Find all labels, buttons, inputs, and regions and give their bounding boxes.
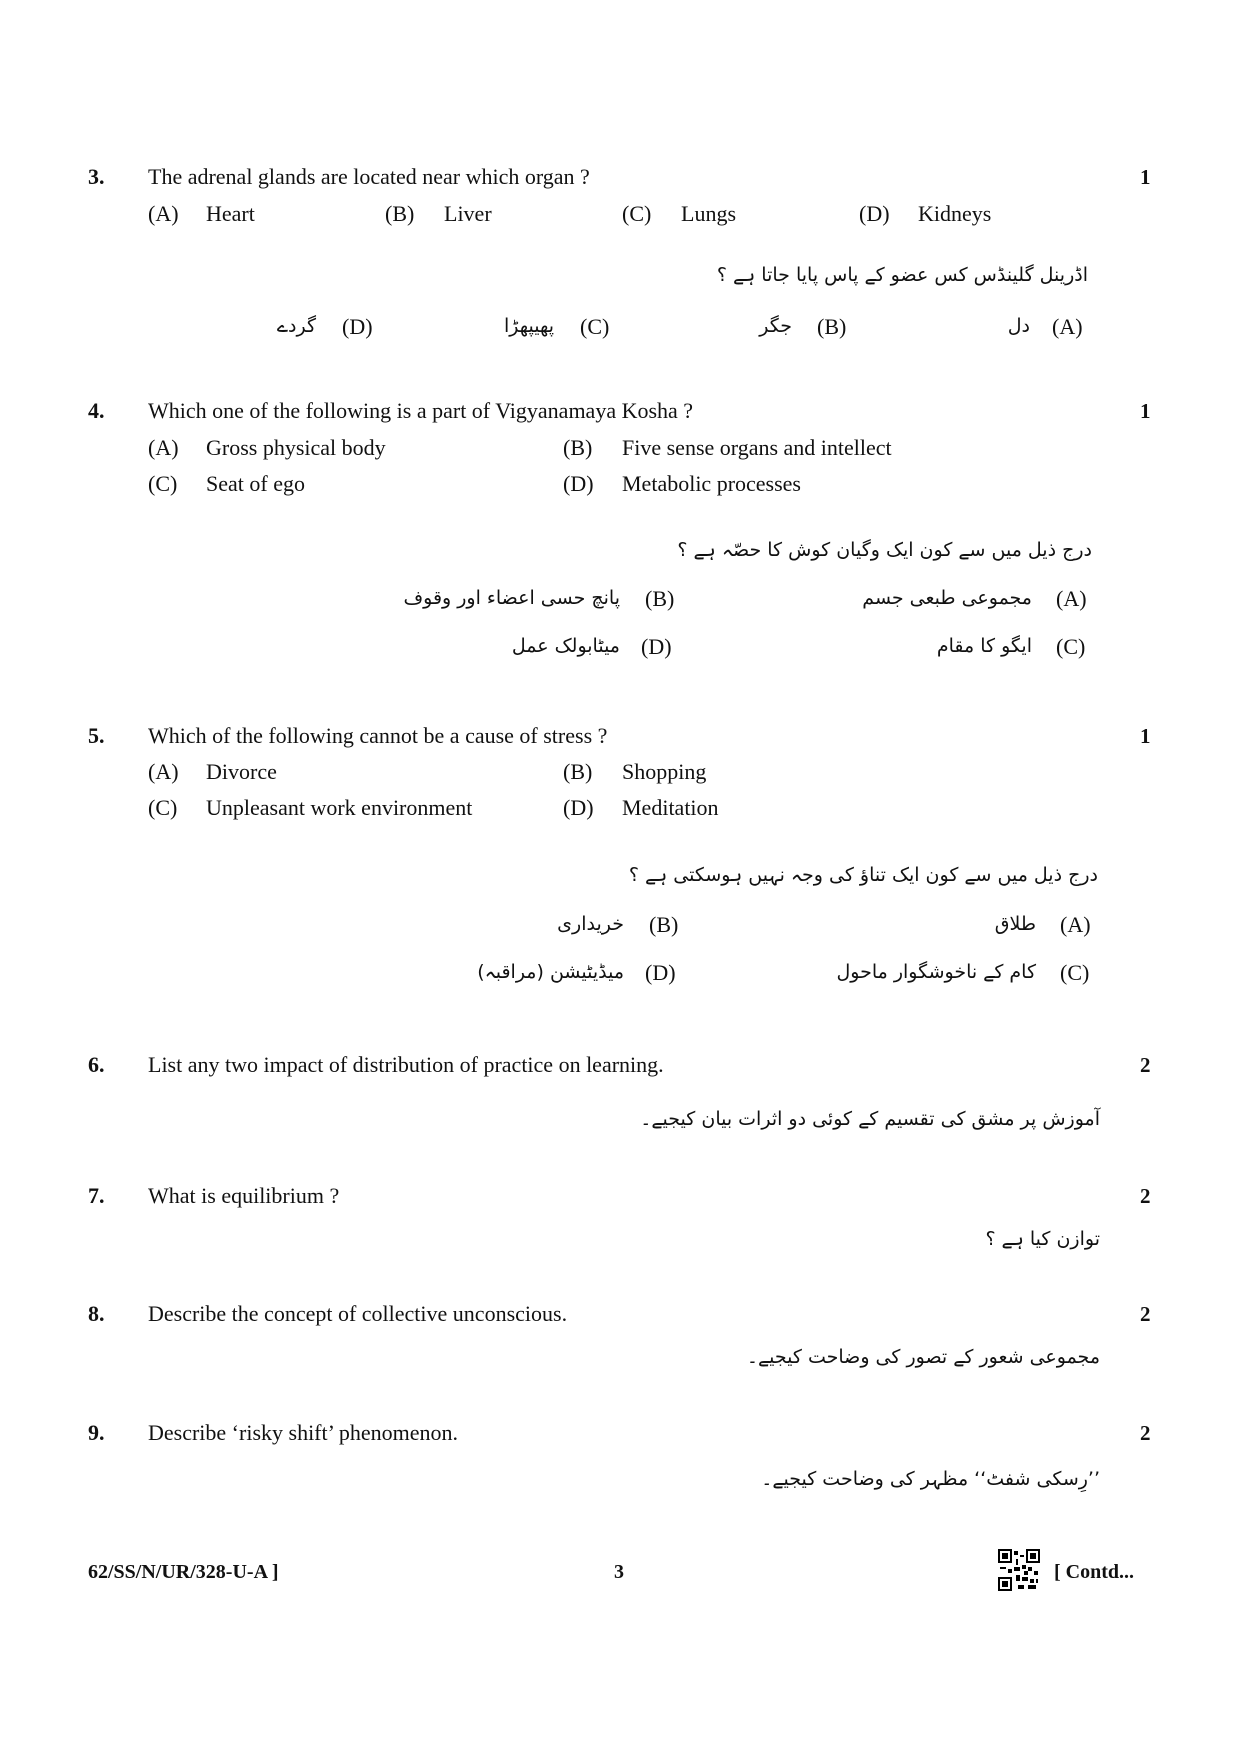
question-number: 7. [88, 1183, 105, 1208]
option-letter: (C) [148, 795, 178, 820]
urdu-option-letter: (C) [1060, 960, 1090, 985]
urdu-option-text: طلاق [994, 913, 1036, 935]
option-text: Unpleasant work environment [206, 795, 473, 820]
option-text: Kidneys [918, 201, 992, 226]
question-marks: 1 [1140, 165, 1151, 189]
question-text: Which of the following cannot be a cause of stress ? [148, 723, 608, 748]
page-number: 3 [614, 1561, 624, 1583]
urdu-option-text: میٹابولک عمل [511, 635, 620, 657]
urdu-option-letter: (C) [580, 314, 610, 339]
urdu-question-text: اڈرینل گلینڈس کس عضو کے پاس پایا جاتا ہے ؟ [716, 264, 1088, 286]
option-text: Lungs [681, 201, 736, 226]
option-letter: (A) [148, 435, 179, 460]
option-letter: (D) [563, 471, 594, 496]
paper-code: 62/SS/N/UR/328-U-A ] [88, 1561, 279, 1583]
continued-label: [ Contd... [1054, 1561, 1135, 1583]
urdu-option-letter: (C) [1056, 634, 1086, 659]
urdu-option-letter: (B) [817, 314, 847, 339]
urdu-question-text: درج ذیل میں سے کون ایک وگیان کوش کا حصّہ ہے ؟ [677, 539, 1092, 561]
question-marks: 2 [1140, 1302, 1151, 1326]
urdu-question-text: توازن کیا ہے ؟ [985, 1228, 1100, 1250]
question-number: 6. [88, 1052, 105, 1077]
question-marks: 2 [1140, 1184, 1151, 1208]
qr-code-icon [998, 1549, 1040, 1591]
option-letter: (C) [148, 471, 178, 496]
option-text: Heart [206, 201, 255, 226]
urdu-option-text: جگر [759, 315, 792, 337]
option-text: Gross physical body [206, 435, 386, 460]
urdu-option-text: کام کے ناخوشگوار ماحول [836, 961, 1036, 983]
option-text: Shopping [622, 759, 707, 784]
urdu-option-text: مجموعی طبعی جسم [862, 587, 1032, 609]
urdu-option-text: دل [1007, 315, 1030, 337]
urdu-option-text: ایگو کا مقام [936, 635, 1032, 657]
question-text: Describe the concept of collective unconscious. [148, 1301, 568, 1326]
urdu-question-text: مجموعی شعور کے تصور کی وضاحت کیجیے۔ [746, 1346, 1100, 1368]
option-letter: (B) [385, 201, 415, 226]
urdu-option-letter: (D) [342, 314, 373, 339]
question-text: What is equilibrium ? [148, 1183, 340, 1208]
option-letter: (A) [148, 201, 179, 226]
question-text: The adrenal glands are located near which organ ? [148, 164, 590, 189]
option-letter: (D) [563, 795, 594, 820]
question-marks: 1 [1140, 724, 1151, 748]
question-marks: 1 [1140, 399, 1151, 423]
urdu-option-letter: (D) [641, 634, 672, 659]
urdu-option-text: میڈیٹیشن (مراقبہ) [477, 961, 624, 983]
question-number: 4. [88, 398, 105, 423]
question-number: 5. [88, 723, 105, 748]
urdu-option-letter: (B) [645, 586, 675, 611]
urdu-question-text: درج ذیل میں سے کون ایک تناؤ کی وجہ نہیں ہوسکتی ہے ؟ [628, 864, 1098, 886]
option-text: Metabolic processes [622, 471, 801, 496]
question-number: 8. [88, 1301, 105, 1326]
option-letter: (D) [859, 201, 890, 226]
urdu-question-text: ’’رِسکی شفٹ‘‘ مظہر کی وضاحت کیجیے۔ [761, 1468, 1100, 1490]
question-marks: 2 [1140, 1421, 1151, 1445]
question-text: Describe ‘risky shift’ phenomenon. [148, 1420, 458, 1445]
question-marks: 2 [1140, 1053, 1151, 1077]
option-text: Liver [444, 201, 492, 226]
urdu-option-letter: (B) [649, 912, 679, 937]
option-letter: (C) [622, 201, 652, 226]
urdu-option-text: خریداری [557, 913, 624, 935]
urdu-question-text: آموزش پر مشق کی تقسیم کے کوئی دو اثرات بیان کیجیے۔ [640, 1108, 1100, 1130]
question-text: Which one of the following is a part of Vigyanamaya Kosha ? [148, 398, 694, 423]
option-letter: (A) [148, 759, 179, 784]
urdu-option-letter: (D) [645, 960, 676, 985]
option-text: Five sense organs and intellect [622, 435, 892, 460]
urdu-option-text: گردے [276, 315, 316, 337]
question-number: 3. [88, 164, 105, 189]
question-text: List any two impact of distribution of practice on learning. [148, 1052, 664, 1077]
option-letter: (B) [563, 759, 593, 784]
option-text: Seat of ego [206, 471, 305, 496]
question-number: 9. [88, 1420, 105, 1445]
option-text: Divorce [206, 759, 277, 784]
option-letter: (B) [563, 435, 593, 460]
urdu-option-letter: (A) [1052, 314, 1083, 339]
option-text: Meditation [622, 795, 719, 820]
urdu-option-letter: (A) [1060, 912, 1091, 937]
urdu-option-text: پھیپھڑا [503, 315, 554, 337]
urdu-option-text: پانچ حسی اعضاء اور وقوف [403, 587, 620, 609]
urdu-option-letter: (A) [1056, 586, 1087, 611]
